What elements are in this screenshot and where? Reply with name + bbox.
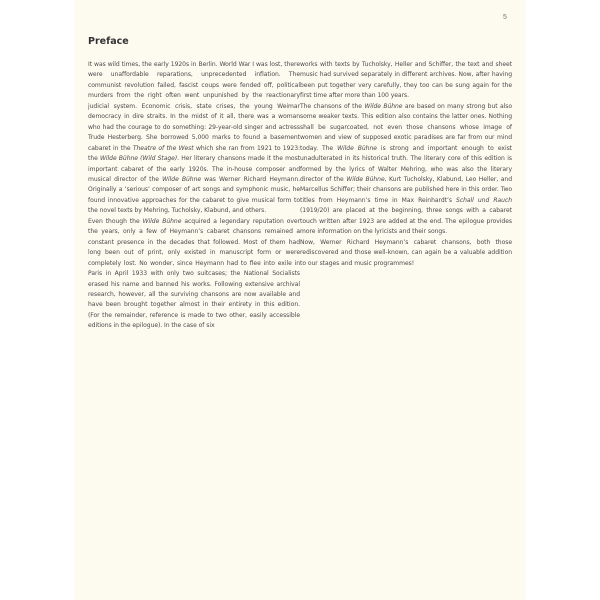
text-column-right <box>300 60 512 269</box>
text-run: Now, Werner Richard Heymann’s cabaret chansons, both those rediscovered and those well-known, can again be a valuable addition to our stages and music programmes! <box>300 238 512 267</box>
italic-text: Theatre of the West <box>132 144 194 152</box>
paragraph <box>300 60 512 102</box>
page-title: Preface <box>88 36 129 47</box>
text-run: (1919/20) are placed at the beginning, three songs with a cabaret touch written after 1923 are added at the end. The epilogue provides more information on the lyricists and their songs. <box>300 207 512 236</box>
text-run: . Her literary chansons made it the most important cabaret of the early 1920s. The in-house composer and musical director of the <box>88 155 300 183</box>
italic-text: Wilde Bühne <box>142 217 182 225</box>
text-run: is strong and important enough to exist unadulterated in its historical truth. The literary core of this edition is formed by the lyrics of Walter Mehring, who was also the literary director of the <box>300 144 512 183</box>
italic-text: Wilde Bühne <box>364 102 403 110</box>
text-run: acquired a legendary reputation over the years, only a few of Heymann’s cabaret chansons remained a constant presence in the decades that followed. Most of them had long been out of print, only existed in manuscript form or were completely lost. No wonder, since Heymann had to flee into exile in Paris in April 1933 with only two suitcases; the National Socialists erased his name and banned his works. Following extensive archival research, however, all the surviving chansons are now available and have been brought together almost in their entirety in this edition. (For the remainder, reference is made to two other, easily accessible editions in the epilogue). In the case of six <box>88 217 301 330</box>
italic-text: Wilde Bühne (Wild Stage) <box>99 155 178 163</box>
text-column-left <box>88 60 300 332</box>
italic-text: Wilde Bühne <box>346 175 385 183</box>
italic-text: Wilde Bühne <box>162 175 202 183</box>
paragraph <box>300 238 512 269</box>
text-run: works with texts by Tucholsky, Heller and Schiffer, the text and sheet music had survived separately in different archives. Now, after having been put together very carefully, they too can be sung again for the first time after more than 100 years. <box>300 61 512 100</box>
text-run: Even though the <box>88 217 143 225</box>
italic-text: Wilde Bühne <box>337 144 377 152</box>
paragraph <box>88 217 300 332</box>
text-run: , Kurt Tucholsky, Klabund, Leo Heller, and Marcellus Schiffer; their chansons are published here in this order. Two titles from Heymann’s time in Max Reinhardt’s <box>300 175 512 204</box>
page-number: 5 <box>503 14 507 21</box>
text-run: It was wild times, the early 1920s in Berlin. World War I was lost, there were unaffordable reparations, unprecedented inflation. The communist revolution failed, fascist coups were fended off, political murders from the right often went unpunished by the reactionary judicial system. Economic crisis, state crises, the young Weimar democracy in dire straits. In the midst of it all, there was a woman who had the courage to do something: 29-year-old singer and actress Trude Hesterberg. She borrowed 5,000 marks to found a basement cabaret in the <box>88 61 300 152</box>
paragraph <box>300 102 512 238</box>
text-run: The chansons of the <box>300 102 365 110</box>
text-run: was Werner Richard Heymann. Originally a ‘serious’ composer of art songs and symphonic music, he found innovative approaches for the cabaret to give musical form to the novel texts by Mehring, Tucholsky, Klabund, and others. <box>88 175 300 215</box>
text-run: are based on many strong but also some weaker texts. This edition also contains the latter ones. Nothing shall be sugarcoated, not even those chansons whose image of women and view of supposed exotic paradises are far from our mind today. The <box>300 102 512 152</box>
paragraph <box>88 60 300 217</box>
document-page <box>75 0 525 600</box>
text-run: which she ran from 1921 to 1923: the <box>88 144 300 163</box>
italic-text: Schall und Rauch <box>456 196 512 204</box>
